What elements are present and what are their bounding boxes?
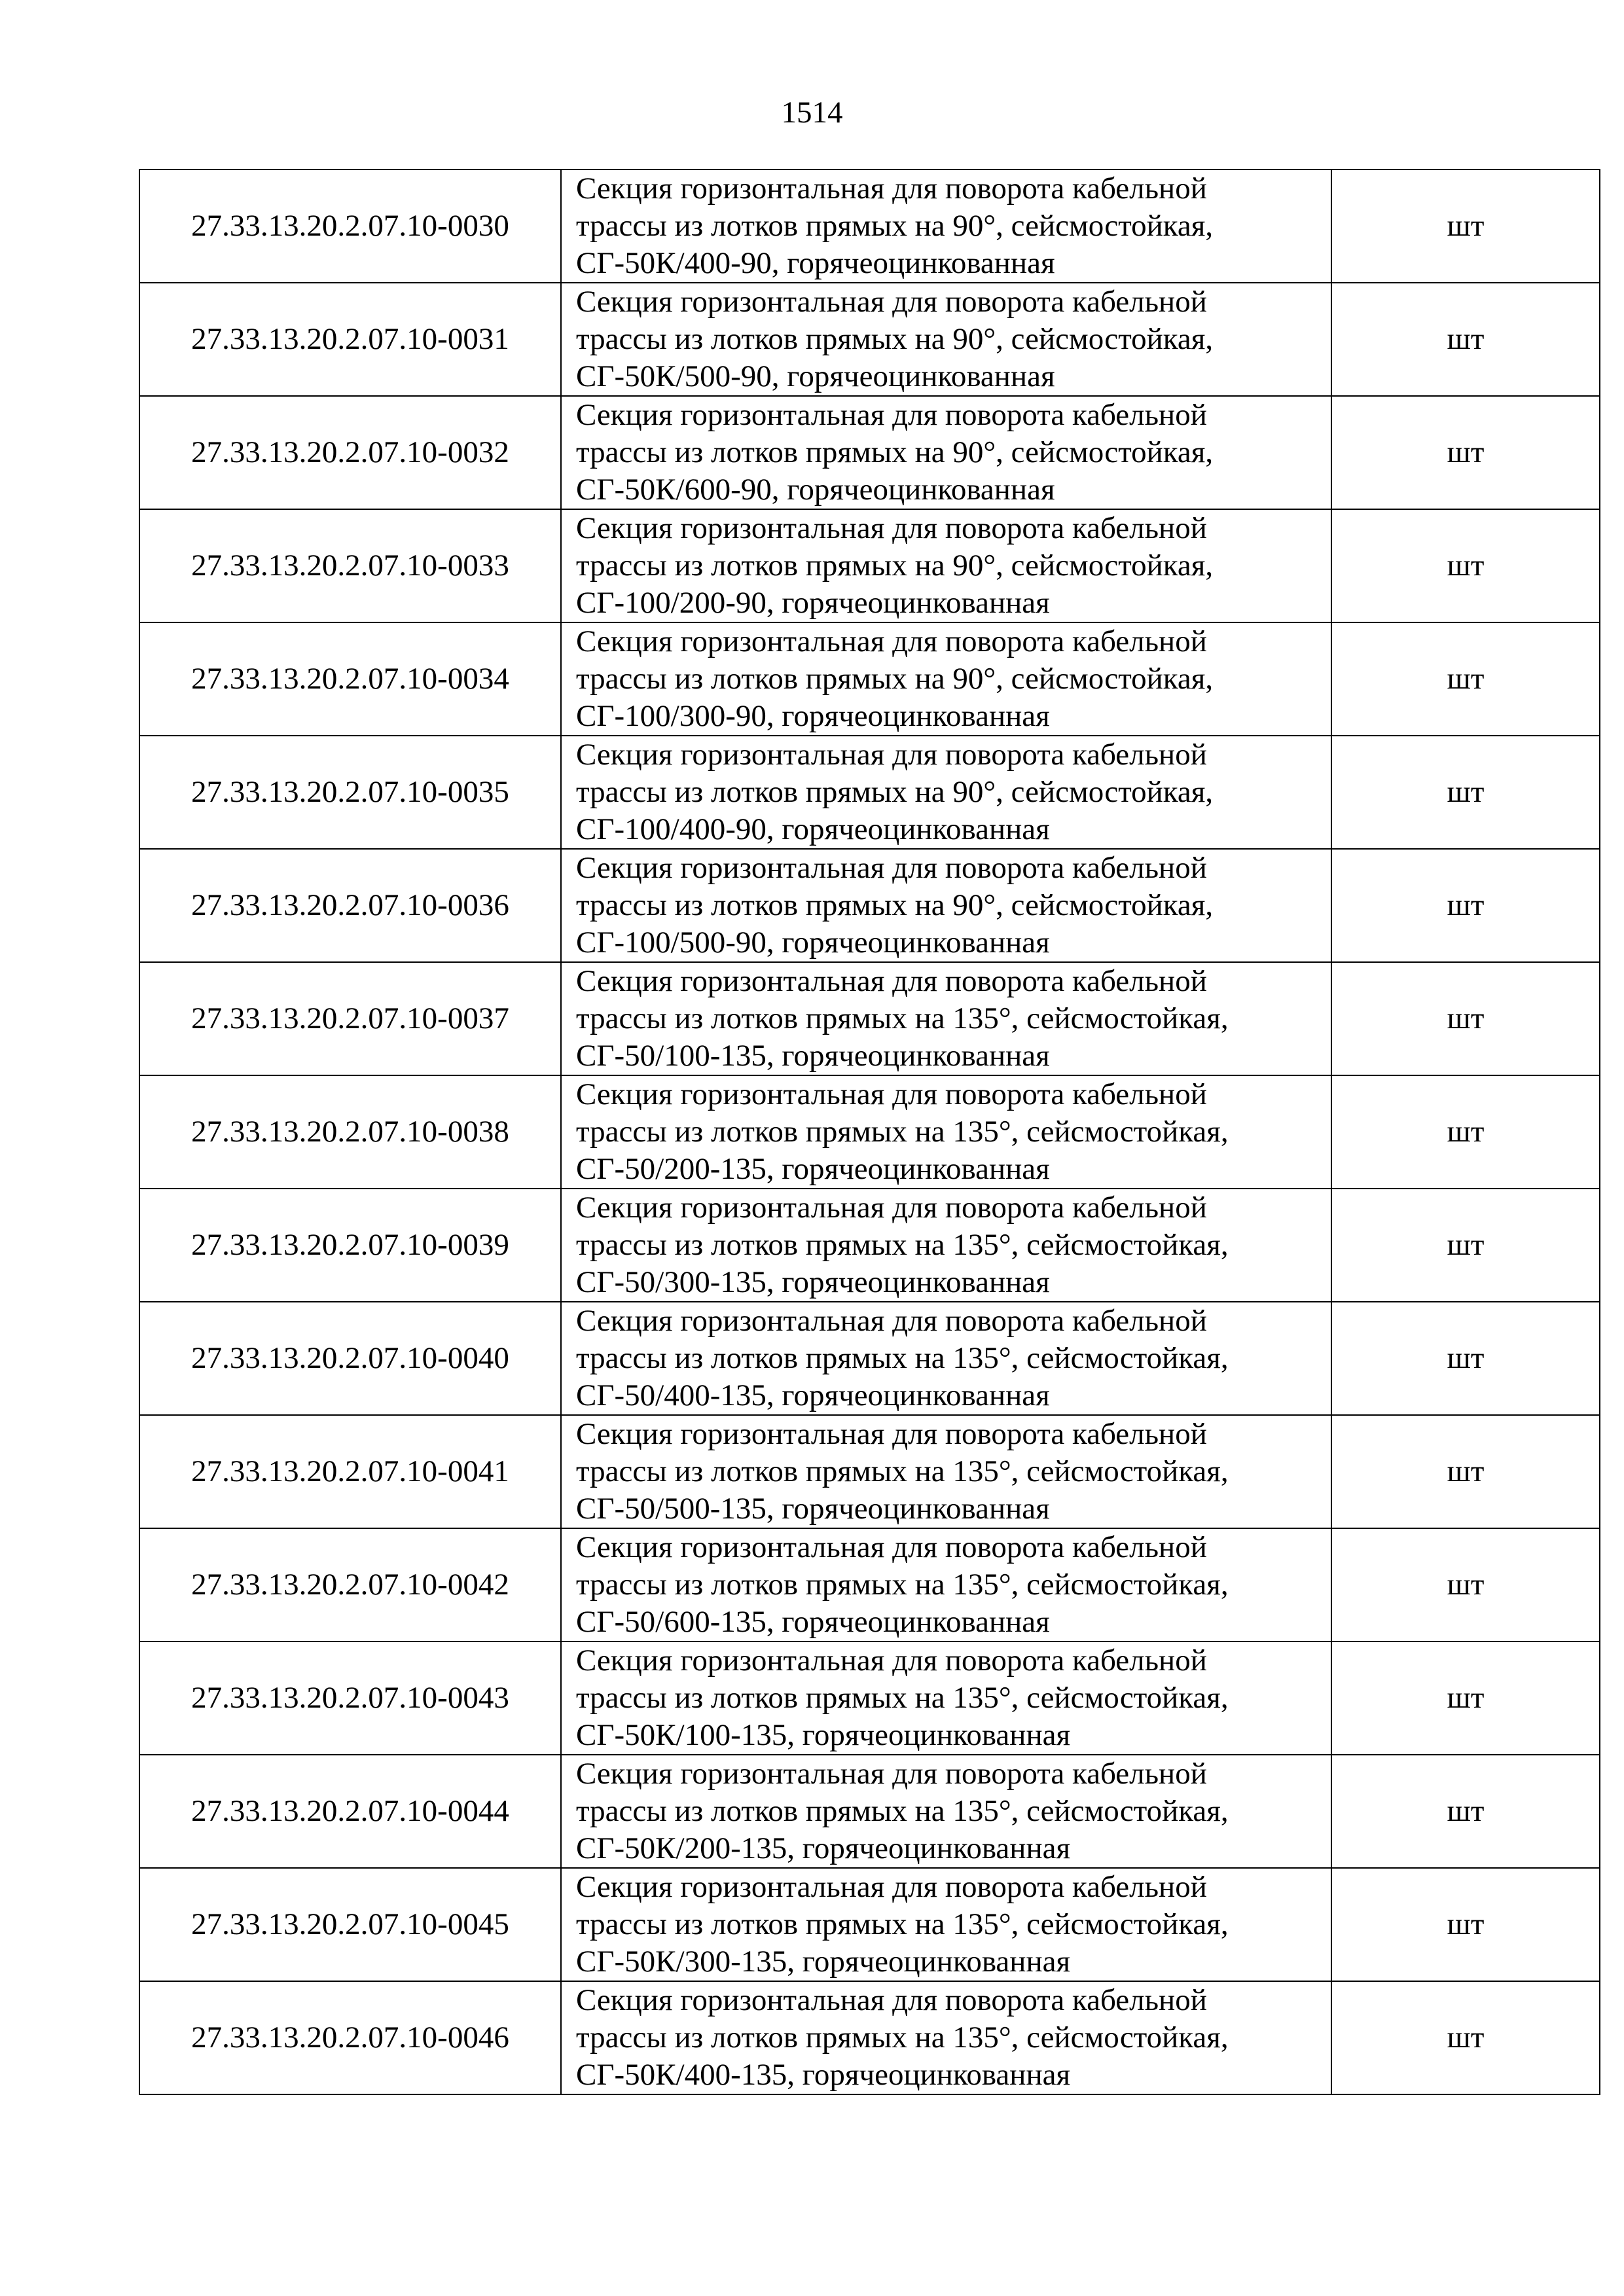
resource-name-line: Секция горизонтальная для поворота кабельной bbox=[576, 398, 1207, 432]
resource-name-line: Секция горизонтальная для поворота кабельной bbox=[576, 851, 1207, 885]
resource-name-line: СГ-50/500-135, горячеоцинкованная bbox=[576, 1492, 1050, 1526]
unit-cell: шт bbox=[1331, 170, 1600, 283]
resource-name-line: трассы из лотков прямых на 135°, сейсмостойкая, bbox=[576, 2020, 1229, 2054]
resource-name-cell bbox=[561, 283, 1331, 396]
resource-code-cell: 27.33.13.20.2.07.10-0037 bbox=[139, 962, 561, 1075]
resource-code-cell: 27.33.13.20.2.07.10-0035 bbox=[139, 736, 561, 849]
resource-name-line: СГ-50К/300-135, горячеоцинкованная bbox=[576, 1945, 1071, 1979]
unit-cell: шт bbox=[1331, 622, 1600, 736]
resource-name-line: трассы из лотков прямых на 135°, сейсмостойкая, bbox=[576, 1001, 1229, 1035]
unit-cell: шт bbox=[1331, 1075, 1600, 1189]
table-row bbox=[139, 622, 1600, 736]
resource-name-line: Секция горизонтальная для поворота кабельной bbox=[576, 171, 1207, 206]
table-row bbox=[139, 283, 1600, 396]
unit-cell: шт bbox=[1331, 396, 1600, 509]
resource-name-line: Секция горизонтальная для поворота кабельной bbox=[576, 964, 1207, 998]
table-row bbox=[139, 1189, 1600, 1302]
resource-code-cell: 27.33.13.20.2.07.10-0041 bbox=[139, 1415, 561, 1528]
resource-name-cell bbox=[561, 509, 1331, 622]
resource-name-line: трассы из лотков прямых на 135°, сейсмостойкая, bbox=[576, 1454, 1229, 1488]
resource-name-line: СГ-50/100-135, горячеоцинкованная bbox=[576, 1039, 1050, 1073]
unit-cell: шт bbox=[1331, 736, 1600, 849]
table-row bbox=[139, 1075, 1600, 1189]
resource-code-cell: 27.33.13.20.2.07.10-0034 bbox=[139, 622, 561, 736]
unit-cell: шт bbox=[1331, 1415, 1600, 1528]
resource-name-line: Секция горизонтальная для поворота кабельной bbox=[576, 285, 1207, 319]
resource-name-line: СГ-50/200-135, горячеоцинкованная bbox=[576, 1152, 1050, 1186]
unit-cell: шт bbox=[1331, 509, 1600, 622]
resource-name-line: Секция горизонтальная для поворота кабельной bbox=[576, 1530, 1207, 1564]
resource-name-line: СГ-100/400-90, горячеоцинкованная bbox=[576, 812, 1050, 846]
resource-name-line: трассы из лотков прямых на 135°, сейсмостойкая, bbox=[576, 1115, 1229, 1149]
resource-name-cell bbox=[561, 1189, 1331, 1302]
unit-cell: шт bbox=[1331, 1189, 1600, 1302]
catalog-table bbox=[139, 169, 1600, 2095]
table-row bbox=[139, 1981, 1600, 2094]
catalog-table-body bbox=[139, 170, 1600, 2094]
resource-name-line: трассы из лотков прямых на 135°, сейсмостойкая, bbox=[576, 1228, 1229, 1262]
resource-name-line: СГ-50К/200-135, горячеоцинкованная bbox=[576, 1831, 1071, 1865]
resource-name-line: трассы из лотков прямых на 135°, сейсмостойкая, bbox=[576, 1794, 1229, 1828]
resource-name-cell bbox=[561, 1415, 1331, 1528]
resource-name-cell bbox=[561, 396, 1331, 509]
resource-code-cell: 27.33.13.20.2.07.10-0040 bbox=[139, 1302, 561, 1415]
resource-code-cell: 27.33.13.20.2.07.10-0036 bbox=[139, 849, 561, 962]
table-row bbox=[139, 849, 1600, 962]
table-row bbox=[139, 396, 1600, 509]
resource-name-line: СГ-50К/400-135, горячеоцинкованная bbox=[576, 2058, 1071, 2092]
resource-name-line: СГ-100/500-90, горячеоцинкованная bbox=[576, 925, 1050, 960]
resource-name-line: трассы из лотков прямых на 90°, сейсмостойкая, bbox=[576, 322, 1214, 356]
resource-name-line: трассы из лотков прямых на 135°, сейсмостойкая, bbox=[576, 1907, 1229, 1941]
resource-name-line: трассы из лотков прямых на 135°, сейсмостойкая, bbox=[576, 1341, 1229, 1375]
resource-code-cell: 27.33.13.20.2.07.10-0031 bbox=[139, 283, 561, 396]
resource-code-cell: 27.33.13.20.2.07.10-0038 bbox=[139, 1075, 561, 1189]
resource-name-cell bbox=[561, 1641, 1331, 1755]
unit-cell: шт bbox=[1331, 849, 1600, 962]
resource-code-cell: 27.33.13.20.2.07.10-0043 bbox=[139, 1641, 561, 1755]
unit-cell: шт bbox=[1331, 1641, 1600, 1755]
table-row bbox=[139, 170, 1600, 283]
resource-name-line: Секция горизонтальная для поворота кабельной bbox=[576, 624, 1207, 658]
resource-name-line: трассы из лотков прямых на 135°, сейсмостойкая, bbox=[576, 1681, 1229, 1715]
resource-code-cell: 27.33.13.20.2.07.10-0046 bbox=[139, 1981, 561, 2094]
resource-name-line: трассы из лотков прямых на 90°, сейсмостойкая, bbox=[576, 775, 1214, 809]
resource-name-line: трассы из лотков прямых на 90°, сейсмостойкая, bbox=[576, 888, 1214, 922]
resource-name-line: СГ-50/600-135, горячеоцинкованная bbox=[576, 1605, 1050, 1639]
resource-name-line: трассы из лотков прямых на 90°, сейсмостойкая, bbox=[576, 209, 1214, 243]
resource-name-line: Секция горизонтальная для поворота кабельной bbox=[576, 1191, 1207, 1225]
page-number: 1514 bbox=[781, 96, 843, 130]
table-row bbox=[139, 1302, 1600, 1415]
resource-name-cell bbox=[561, 1302, 1331, 1415]
resource-name-cell bbox=[561, 1075, 1331, 1189]
resource-name-line: трассы из лотков прямых на 90°, сейсмостойкая, bbox=[576, 435, 1214, 469]
unit-cell: шт bbox=[1331, 1981, 1600, 2094]
resource-code-cell: 27.33.13.20.2.07.10-0033 bbox=[139, 509, 561, 622]
resource-code-cell: 27.33.13.20.2.07.10-0044 bbox=[139, 1755, 561, 1868]
resource-name-line: СГ-50К/400-90, горячеоцинкованная bbox=[576, 246, 1055, 280]
resource-name-line: Секция горизонтальная для поворота кабельной bbox=[576, 738, 1207, 772]
resource-name-line: СГ-50К/100-135, горячеоцинкованная bbox=[576, 1718, 1071, 1752]
resource-name-cell bbox=[561, 1868, 1331, 1981]
resource-name-line: СГ-50/300-135, горячеоцинкованная bbox=[576, 1265, 1050, 1299]
table-row bbox=[139, 1641, 1600, 1755]
unit-cell: шт bbox=[1331, 1302, 1600, 1415]
table-row bbox=[139, 1868, 1600, 1981]
resource-code-cell: 27.33.13.20.2.07.10-0045 bbox=[139, 1868, 561, 1981]
resource-name-cell bbox=[561, 170, 1331, 283]
resource-name-cell bbox=[561, 849, 1331, 962]
resource-name-line: СГ-50/400-135, горячеоцинкованная bbox=[576, 1378, 1050, 1412]
unit-cell: шт bbox=[1331, 1528, 1600, 1641]
table-row bbox=[139, 1415, 1600, 1528]
resource-code-cell: 27.33.13.20.2.07.10-0032 bbox=[139, 396, 561, 509]
resource-name-cell bbox=[561, 1528, 1331, 1641]
resource-name-cell bbox=[561, 736, 1331, 849]
resource-name-line: Секция горизонтальная для поворота кабельной bbox=[576, 1983, 1207, 2017]
resource-name-line: Секция горизонтальная для поворота кабельной bbox=[576, 1417, 1207, 1451]
resource-name-line: Секция горизонтальная для поворота кабельной bbox=[576, 1643, 1207, 1677]
unit-cell: шт bbox=[1331, 962, 1600, 1075]
resource-name-line: Секция горизонтальная для поворота кабельной bbox=[576, 1304, 1207, 1338]
unit-cell: шт bbox=[1331, 1755, 1600, 1868]
resource-code-cell: 27.33.13.20.2.07.10-0039 bbox=[139, 1189, 561, 1302]
resource-code-cell: 27.33.13.20.2.07.10-0042 bbox=[139, 1528, 561, 1641]
resource-name-cell bbox=[561, 622, 1331, 736]
resource-name-line: Секция горизонтальная для поворота кабельной bbox=[576, 1757, 1207, 1791]
resource-name-line: Секция горизонтальная для поворота кабельной bbox=[576, 1077, 1207, 1111]
resource-name-line: Секция горизонтальная для поворота кабельной bbox=[576, 1870, 1207, 1904]
resource-name-line: трассы из лотков прямых на 135°, сейсмостойкая, bbox=[576, 1568, 1229, 1602]
unit-cell: шт bbox=[1331, 1868, 1600, 1981]
resource-name-cell bbox=[561, 1981, 1331, 2094]
resource-name-line: СГ-100/200-90, горячеоцинкованная bbox=[576, 586, 1050, 620]
unit-cell: шт bbox=[1331, 283, 1600, 396]
resource-name-line: СГ-100/300-90, горячеоцинкованная bbox=[576, 699, 1050, 733]
resource-name-cell bbox=[561, 1755, 1331, 1868]
resource-name-cell bbox=[561, 962, 1331, 1075]
table-row bbox=[139, 1528, 1600, 1641]
table-row bbox=[139, 1755, 1600, 1868]
resource-name-line: СГ-50К/500-90, горячеоцинкованная bbox=[576, 359, 1055, 393]
table-row bbox=[139, 509, 1600, 622]
table-row bbox=[139, 962, 1600, 1075]
resource-name-line: трассы из лотков прямых на 90°, сейсмостойкая, bbox=[576, 662, 1214, 696]
table-row bbox=[139, 736, 1600, 849]
resource-code-cell: 27.33.13.20.2.07.10-0030 bbox=[139, 170, 561, 283]
resource-name-line: трассы из лотков прямых на 90°, сейсмостойкая, bbox=[576, 548, 1214, 583]
resource-name-line: СГ-50К/600-90, горячеоцинкованная bbox=[576, 473, 1055, 507]
resource-name-line: Секция горизонтальная для поворота кабельной bbox=[576, 511, 1207, 545]
